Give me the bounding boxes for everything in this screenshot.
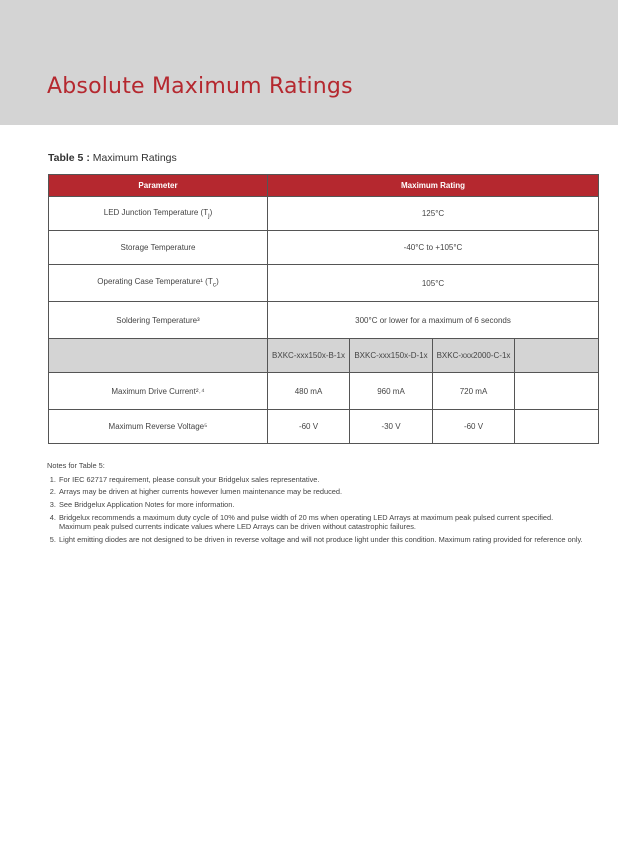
parameter-cell: Storage Temperature xyxy=(49,231,268,265)
parameter-text-end: ) xyxy=(209,207,213,217)
table-header-row xyxy=(49,175,599,197)
parameter-text: Operating Case Temperature¹ (T xyxy=(97,277,213,287)
value-cell: 960 mA xyxy=(350,373,433,410)
header-band xyxy=(0,0,618,125)
parameter-cell xyxy=(49,197,268,231)
value-cell: -30 V xyxy=(350,410,433,444)
parameter-text: LED Junction Temperature (T xyxy=(103,207,209,217)
notes-heading: Notes for Table 5: xyxy=(47,461,105,470)
parameter-cell xyxy=(49,265,268,302)
table-row xyxy=(49,197,599,231)
table-caption-text: Maximum Ratings xyxy=(89,152,177,164)
value-cell xyxy=(515,373,599,410)
table-row xyxy=(49,410,599,444)
table-row xyxy=(49,231,599,265)
value-cell: 125°C xyxy=(268,197,599,231)
parameter-cell: Soldering Temperature³ xyxy=(49,302,268,339)
model-header-row xyxy=(49,339,599,373)
header-parameter: Parameter xyxy=(49,175,268,197)
maximum-ratings-table xyxy=(48,174,599,444)
table-row xyxy=(49,265,599,302)
parameter-subscript: c xyxy=(212,281,217,289)
note-item: 2. Arrays may be driven at higher currents however lumen maintenance may be reduced. xyxy=(58,487,587,497)
note-item: 5. Light emitting diodes are not designed to be driven in reverse voltage and will not produce light under this condition. Maximum rating provided for reference only. xyxy=(58,535,587,545)
table-caption-label: Table 5 : xyxy=(48,152,90,164)
parameter-subscript: j xyxy=(208,212,210,220)
model-header: BXKC-xxx150x-D-1x xyxy=(350,339,433,373)
value-cell: 720 mA xyxy=(433,373,515,410)
value-cell: -60 V xyxy=(268,410,350,444)
value-cell: 105°C xyxy=(268,265,599,302)
note-item: 4. Bridgelux recommends a maximum duty cycle of 10% and pulse width of 20 ms when operating LED Arrays at maximum peak pulsed current specified. Maximum peak pulsed currents indicate values where LED Arrays can be driven without catastrophic failures. xyxy=(58,513,587,532)
value-cell: 480 mA xyxy=(268,373,350,410)
table-row xyxy=(49,373,599,410)
model-header-blank xyxy=(49,339,268,373)
notes-list xyxy=(47,475,587,545)
value-cell: -60 V xyxy=(433,410,515,444)
value-cell: 300°C or lower for a maximum of 6 seconds xyxy=(268,302,599,339)
note-item: 1. For IEC 62717 requirement, please consult your Bridgelux sales representative. xyxy=(58,475,587,485)
model-header: BXKC-xxx150x-B-1x xyxy=(268,339,350,373)
model-header: BXKC-xxx2000-C-1x xyxy=(433,339,515,373)
model-header xyxy=(515,339,599,373)
parameter-cell: Maximum Drive Current²˒⁴ xyxy=(49,373,268,410)
header-maximum-rating: Maximum Rating xyxy=(268,175,599,197)
table-row xyxy=(49,302,599,339)
table-caption xyxy=(48,152,177,164)
value-cell: -40°C to +105°C xyxy=(268,231,599,265)
note-item: 3. See Bridgelux Application Notes for more information. xyxy=(58,500,587,510)
parameter-text-end: ) xyxy=(216,277,219,287)
table-notes xyxy=(47,461,587,547)
parameter-cell: Maximum Reverse Voltage⁵ xyxy=(49,410,268,444)
value-cell xyxy=(515,410,599,444)
page-title: Absolute Maximum Ratings xyxy=(47,74,353,99)
